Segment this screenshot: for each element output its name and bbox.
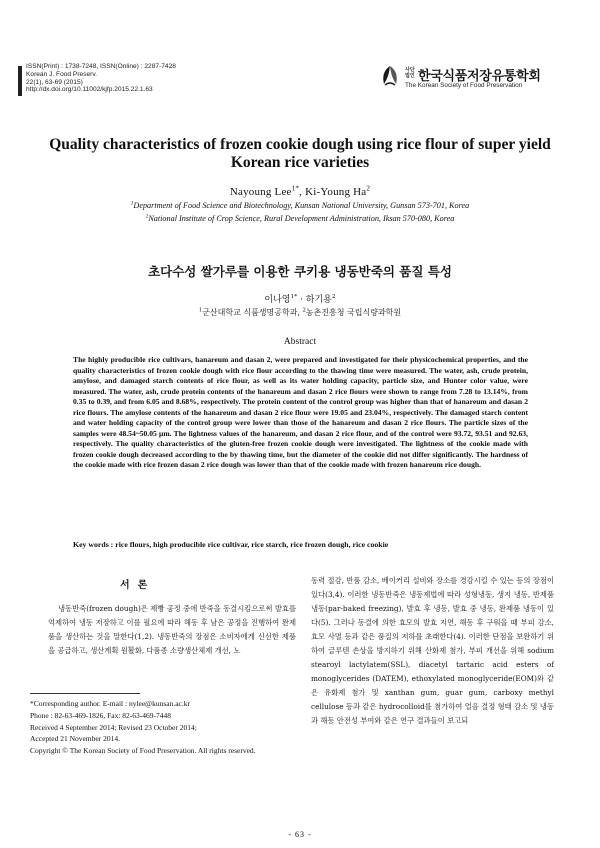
- corresponding-author: *Corresponding author. E-mail : nylee@kunsan.ac.kr: [30, 699, 190, 708]
- author-list: Nayoung Lee$^{1*}$, Ki-Young Ha$^2$: [229, 184, 371, 198]
- author-name: Ki-Young Ha: [305, 186, 367, 198]
- body-column-left: [48, 602, 296, 658]
- footnote-divider: [30, 693, 140, 694]
- section-heading-introduction: 서론: [120, 580, 156, 591]
- abstract-heading: Abstract: [283, 337, 317, 347]
- paper-title: Quality characteristics of frozen cookie dough using rice flour of super yield Korean rice varieties: [49, 136, 551, 171]
- society-emblem-icon: [378, 64, 402, 88]
- intro-paragraph: 냉동반죽(frozen dough)은 제빵 공정 중에 반죽을 동결시킴으로써 발효를 억제하여 냉동 저장하고 이를 필요에 따라 해동 후 남은 공정을 진행하여 완제품을 생산하는 것을 말한다(1,2). 냉동반죽의 장점은 소비자에게 신선한 제품을 공급하고, 생산계획 원활화, 다품종 소량생산체제 개선, 노: [48, 604, 296, 655]
- volume-line: 22(1), 63-69 (2015): [26, 78, 83, 86]
- korean-affiliations: $^1$군산대학교 식품생명공학과, $^2$농촌진흥청 국립식량과학원: [198, 307, 402, 317]
- accepted-date: Accepted 21 November 2014.: [30, 734, 120, 744]
- intro-paragraph-continued: 동력 절감, 반품 감소, 베이커리 설비와 장소를 경감시킬 수 있는 등의 장점이 있다(3,4). 이러한 냉동반죽은 냉동제법에 따라 성형냉동, 생지 냉동, 반제품 냉동(par-baked freezing), 발효 후 냉동, 발효 중 냉동, 완제품 냉동이 있다(5). 그러나 동결에 의한 효모의 발효 지연, 해동 후 구워을 때 부피 감소, 효모 사멸 등과 같은 품질의 저하를 초래한다(4). 이러한 단점을 보완하기 위하여 글루텐 손상을 방지하기 위해 산화제 첨가, 부피 개선을 위해 sodium stearoyl lactylatem(SSL), diacetyl tartaric acid esters of monoglycerides (DATEM), ethoxylated monoglyceride(EOM)와 같은 유화제 첨가 및 xanthan gum, guar gum, carboxy methyl cellulose 등과 같은 hydrocolloid를 첨가하여 얼음 결정 형태 감소 및 냉동과 해동 안전성 부여와 같은 연구 결과들이 보고되: [311, 576, 554, 725]
- keywords: [73, 540, 528, 549]
- korean-author-list: 이나영$^{1*}$ · 하기용$^2$: [264, 294, 336, 305]
- logo-corp-label: 사단 법인: [405, 67, 415, 79]
- doi-link[interactable]: http://dx.doi.org/10.11002/kjfp.2015.22.1.63: [26, 86, 153, 94]
- affiliation-2: $^2$National Institute of Crop Science, Rural Development Administration, Iksan 570-080, Korea: [145, 213, 455, 223]
- keywords-list: rice flours, high producible rice cultivar, rice starch, rice frozen dough, rice cookie: [115, 540, 389, 549]
- page-number: - 63 -: [288, 830, 312, 839]
- header-accent-bar: [18, 66, 22, 96]
- korean-title: 초다수성 쌀가루를 이용한 쿠키용 냉동반죽의 품질 특성: [148, 264, 452, 279]
- copyright: Copyright © The Korean Society of Food Preservation. All rights reserved.: [30, 746, 256, 756]
- contact-phone: Phone : 82-63-469-1826, Fax: 82-63-469-7448: [30, 710, 172, 720]
- affiliation-1: $^1$Department of Food Science and Biotechnology, Kunsan National University, Gunsan 573-701, Korea: [130, 200, 470, 210]
- society-logo: [378, 62, 568, 98]
- journal-meta: [26, 63, 176, 94]
- received-date: Received 4 September 2014; Revised 23 October 2014;: [30, 722, 197, 732]
- logo-name-english: The Korean Society of Food Preservation: [405, 82, 523, 89]
- author-name: Nayoung Lee: [229, 186, 292, 198]
- abstract-body: The highly producible rice cultivars, hanareum and dasan 2, were prepared and investigated for their physicochemical properties, and the quality characteristics of frozen cookie dough with rice flour according to the thawing time were measured. The water, ash, crude protein, amylose, and damaged starch contents of rice flour, as well as its water holding capacity, particle size, and Hunter color value, were measured. The water, ash, crude protein contents of the hanareum and dasan 2 rice flours were shown to range from 7.28 to 13.14%, from 0.35 to 0.39, and from 6.05 and 8.68%, respectively. The protein content of the control group was higher than that of hanareum and dasan 2 rice flours. The amylose contents of the hanareum and dasan 2 rice flour were 19.05 and 23.04%, respectively. The damaged starch content and water holding capacity of the control group were lower than those of the hanareum and dasan 2 rice flours. The particle sizes of the samples were 48.54~50.05 μm. The lightness values of the hanareum, and dasan 2 rice flour, and of the control were 93.72, 93.51 and 92.63, respectively. The quality characteristics of the gluten-free frozen cookie dough were investigated. The lightness of the cookie made with frozen cookie dough decreased according to the by thawing time, but the diameter of the cookie did not differ significantly. The hardness of the cookie made with rice frozen dasan 2 rice dough was lower than that of the cookie made with frozen hanareum rice dough.: [73, 355, 528, 470]
- journal-name: Korean J. Food Preserv.: [26, 70, 97, 78]
- logo-name-korean: 한국식품저장유통학회: [418, 69, 541, 84]
- footnote: [30, 698, 295, 757]
- issn-line: ISSN(Print) : 1738-7248, ISSN(Online) : 2287-7428: [26, 63, 176, 70]
- body-column-right: [311, 574, 554, 728]
- keywords-label: Key words :: [73, 540, 114, 549]
